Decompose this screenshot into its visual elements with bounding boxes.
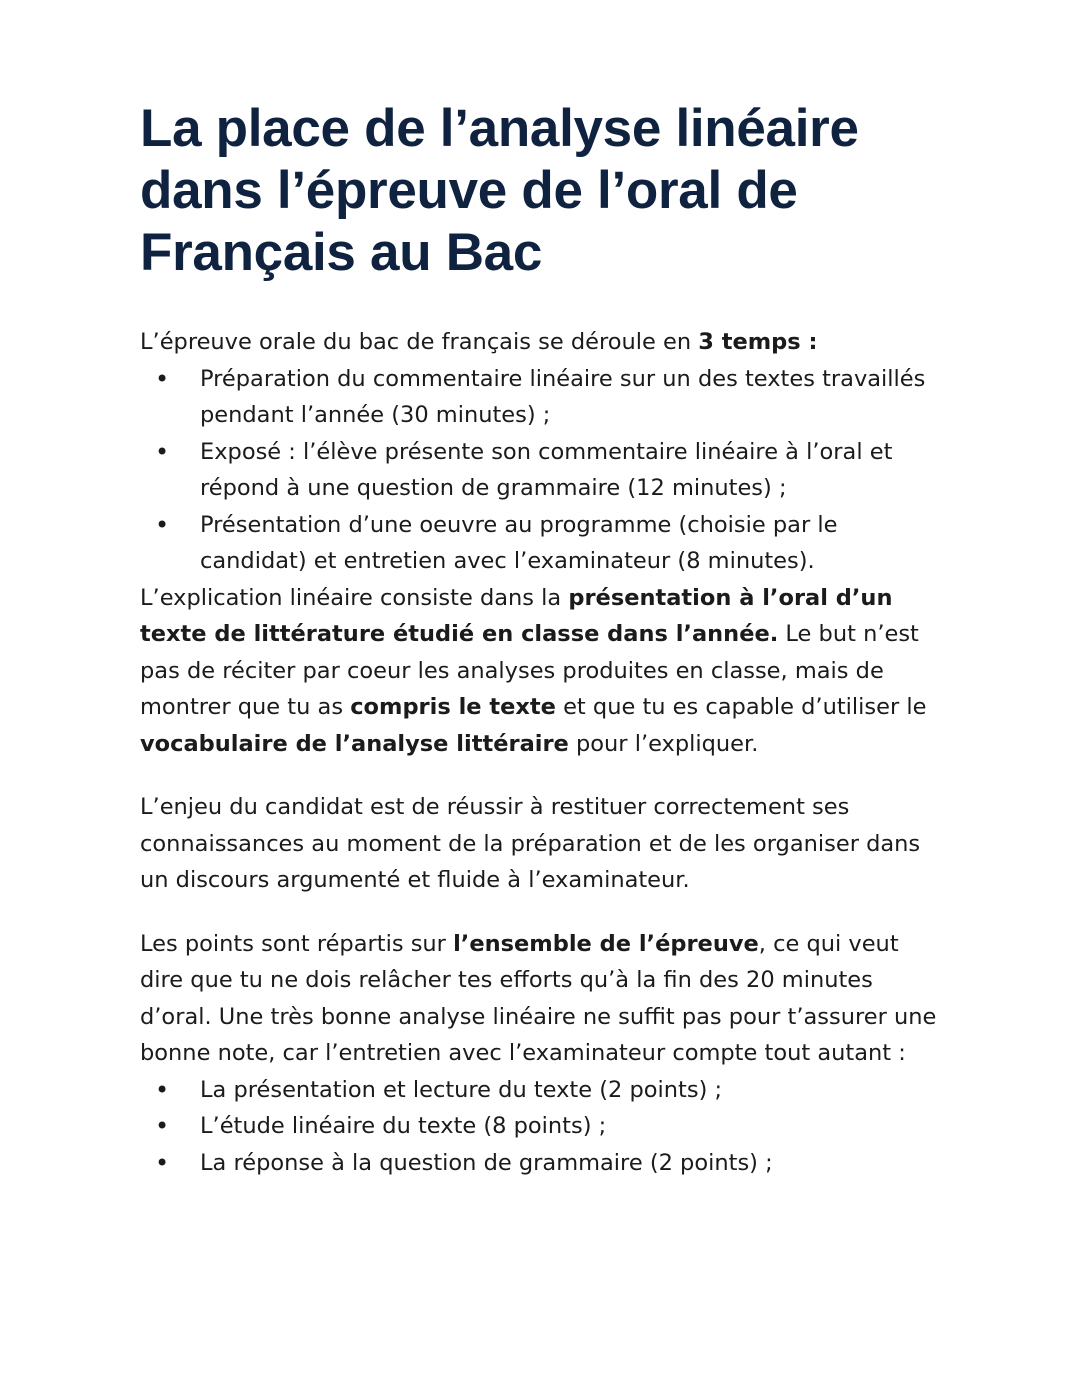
document-page xyxy=(140,98,940,1181)
explication-text-2: Le but n’est pas de réciter par coeur les analyses produites en classe, mais de montrer que tu as xyxy=(140,621,919,720)
explication-bold-3: vocabulaire de l’analyse littéraire xyxy=(140,730,569,757)
scoring-list xyxy=(140,1072,940,1182)
list-item: • L’étude linéaire du texte (8 points) ; xyxy=(140,1108,940,1145)
points-bold-1: l’ensemble de l’épreuve xyxy=(453,930,759,957)
points-text-1: Les points sont répartis sur xyxy=(140,930,454,957)
steps-list xyxy=(140,361,940,580)
list-item: • Préparation du commentaire linéaire sur un des textes travaillés pendant l’année (30 minutes) ; xyxy=(140,361,940,434)
intro-text: L’épreuve orale du bac de français se déroule en xyxy=(140,329,699,355)
intro-bold: 3 temps : xyxy=(698,329,818,355)
list-item: • La présentation et lecture du texte (2 points) ; xyxy=(140,1072,940,1109)
explication-paragraph xyxy=(140,580,940,763)
explication-text-3: et que tu es capable d’utiliser le xyxy=(555,694,927,720)
enjeu-paragraph: L’enjeu du candidat est de réussir à restituer correctement ses connaissances au moment de la préparation et de les organiser dans un discours argumenté et fluide à l’examinateur. xyxy=(140,794,921,893)
explication-bold-2: compris le texte xyxy=(350,694,556,720)
explication-bold-1: présentation à l’oral d’un texte de littérature étudié en classe dans l’année. xyxy=(140,584,893,647)
explication-text-1: L’explication linéaire consiste dans la xyxy=(140,584,569,611)
page-title: La place de l’analyse linéaire dans l’épreuve de l’oral de Français au Bac xyxy=(140,99,859,282)
list-item: • Présentation d’une oeuvre au programme (choisie par le candidat) et entretien avec l’examinateur (8 minutes). xyxy=(140,507,940,580)
explication-text-4: pour l’expliquer. xyxy=(568,730,759,757)
list-item: • La réponse à la question de grammaire (2 points) ; xyxy=(140,1145,940,1182)
intro-paragraph xyxy=(140,324,940,361)
points-text-2: , ce qui veut dire que tu ne dois relâcher tes efforts qu’à la fin des 20 minutes d’oral. Une très bonne analyse linéaire ne suffit pas pour t’assurer une bonne note, car l’entretien avec l’examinateur compte tout autant : xyxy=(140,930,937,1066)
list-item: • Exposé : l’élève présente son commentaire linéaire à l’oral et répond à une question de grammaire (12 minutes) ; xyxy=(140,434,940,507)
points-paragraph xyxy=(140,926,940,1072)
